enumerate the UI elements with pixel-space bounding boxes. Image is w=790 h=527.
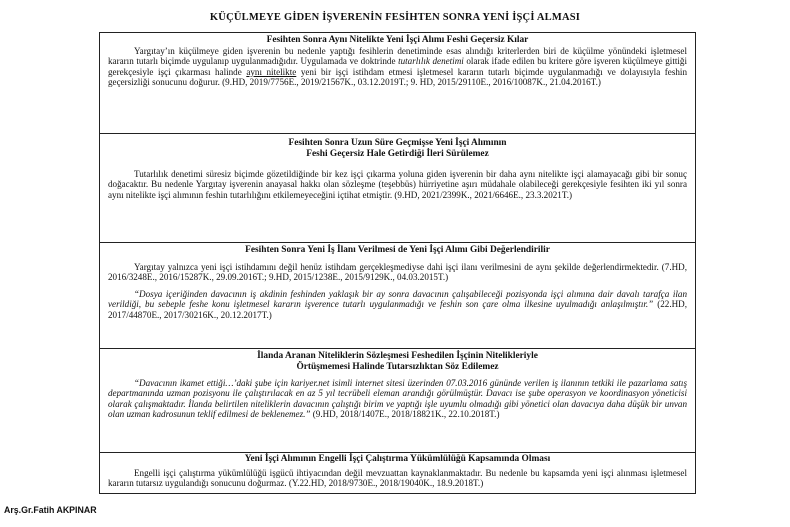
section-heading [100,453,695,465]
section-4 [100,348,695,452]
author-signature: Arş.Gr.Fatih AKPINAR [4,505,97,515]
text-run: olarak ifade edilen bu kritere göre işveren küçülmeye gittiği gerekçesiyle işçi çıkarması halinde [108,56,687,77]
section-heading-line: Fesihten Sonra Uzun Süre Geçmişse Yeni İşçi Alımının [288,138,507,148]
section-body [100,160,695,200]
section-heading [100,349,695,373]
section-3 [100,242,695,348]
section-heading-line: Fesihten Sonra Yeni İş İlanı Verilmesi de Yeni İşçi Alımı Gibi Değerlendirilir [245,245,550,255]
paragraph [108,378,687,420]
content-frame [99,32,696,494]
section-heading [100,33,695,46]
section-5 [100,452,695,495]
italic-text: “Davacının ikamet ettiği…’daki şube için kariyer.net isimli internet sitesi üzerinden 07.03.2016 gününde verilen iş ilanının tetkiki ile pazarlama satış departmanında uzman pozisyonu ile çalıştırılacak en az 5 yıl tecrübeli eleman arandığı görülmüştür. Davacı ise şube operasyon ve koordinasyon yöneticisi olarak çalışmaktadır. İlanda belirtilen niteliklerin davacının çalıştığı birim ve yaptığı işle uyumlu olmadığı gibi yönetici olan davacıya daha düşük bir unvan olan uzman kadrosunun teklif edilmesi de beklenemez.” [108,378,687,420]
section-heading-line: İlanda Aranan Niteliklerin Sözleşmesi Feshedilen İşçinin Nitelikleriyle [257,351,538,361]
italic-text: tutarlılık denetimi [398,56,464,67]
section-body [100,256,695,320]
text-run: Yargıtay’ın küçülmeye giden işverenin bu nedenle yaptığı fesihlerin denetiminde esas alındığı kriterlerden biri de küçülme yönündeki işletmesel kararın tutarlı biçimde uygulanıp uygulanmadığıdır. Uygulamada ve doktrinde [108,46,687,67]
paragraph [108,46,687,88]
section-1 [100,33,695,133]
section-2 [100,133,695,242]
text-run: Engelli işçi çalıştırma yükümlülüğü işgücü ihtiyacından değil mevzuattan kaynaklanmaktadır. Bu nedenle bu kapsamda yeni işçi alınması işletmesel kararın tutarsız uygulandığı sonucunu doğurmaz. (Y.22.HD, 2018/9730E., 2018/19040K., 18.9.2018T.) [108,468,687,489]
paragraph [108,169,687,200]
section-body [100,373,695,420]
paragraph [108,468,687,489]
section-body [100,465,695,489]
section-heading [100,134,695,160]
italic-text: “Dosya içeriğinden davacının iş akdinin feshinden yaklaşık bir ay sonra davacının çalışabileceği pozisyonda işçi alımına dair davalı tarafça ilan verildiği, bu sebeple feshe konu işletmesel kararın işverence tutarlı uygulanmadığı ve feshin son çare olma ilkesine uyulmadığı anlaşılmıştır.” [108,288,687,310]
underlined-text: aynı nitelikte [246,66,297,77]
paragraph [108,289,687,320]
page-title: KÜÇÜLMEYE GİDEN İŞVERENİN FESİHTEN SONRA YENİ İŞÇİ ALMASI [209,12,581,23]
section-heading-line: Feshi Geçersiz Hale Getirdiği İleri Sürülemez [306,149,489,159]
paragraph [108,262,687,283]
text-run: Tutarlılık denetimi süresiz biçimde gözetildiğinde bir kez işçi çıkarma yoluna giden işverenin bir daha aynı nitelikte işçi alamayacağı gibi bir sonuç doğacaktır. Bu nedenle Yargıtay işverenin anayasal hakkı olan sözleşme (teşebbüs) hürriyetine aşırı müdahale olabileceği gerekçesiyle fesihten iki yıl sonra aynı nitelikte işçi alımının feshin tutarlılığını etkilemeyeceğini içtihat etmiştir. (9.HD, 2021/2399K., 2021/6646E., 23.3.2021T.) [108,169,687,200]
text-run: yeni bir işçi istihdam etmesi işletmesel kararın tutarlı biçimde uygulanmadığı ve dolayısıyla feshin geçersizliği sonucunu doğurur. (9.HD, 2019/7756E., 2019/21567K., 03.12.2019T.; 9. HD, 2015/29110E., 2016/10087K., 21.04.2016T.) [108,66,687,88]
section-heading-line: Yeni İşçi Alımının Engelli İşçi Çalıştırma Yükümlülüğü Kapsamında Olması [244,454,551,464]
text-run: Yargıtay yalnızca yeni işçi istihdamını değil henüz istihdam gerçekleşmediyse dahi işçi ilanı verilmesini de aynı şekilde değerlendirmektedir. (7.HD, 2016/3248E., 2016/15287K., 29.09.2016T.; 9.HD, 2015/1238E., 2015/9129K., 04.03.2015T.) [108,262,687,283]
text-run: (9.HD, 2018/1407E., 2018/18821K., 22.10.2018T.) [310,409,500,420]
section-heading-line: Örtüşmemesi Halinde Tutarsızlıktan Söz Edilemez [296,362,499,372]
section-heading [100,243,695,256]
section-heading-line: Fesihten Sonra Aynı Nitelikte Yeni İşçi Alımı Feshi Geçersiz Kılar [266,35,529,45]
text-run: (22.HD, 2017/44870E., 2017/30216K., 20.12.2017T.) [108,299,687,320]
section-body [100,46,695,88]
